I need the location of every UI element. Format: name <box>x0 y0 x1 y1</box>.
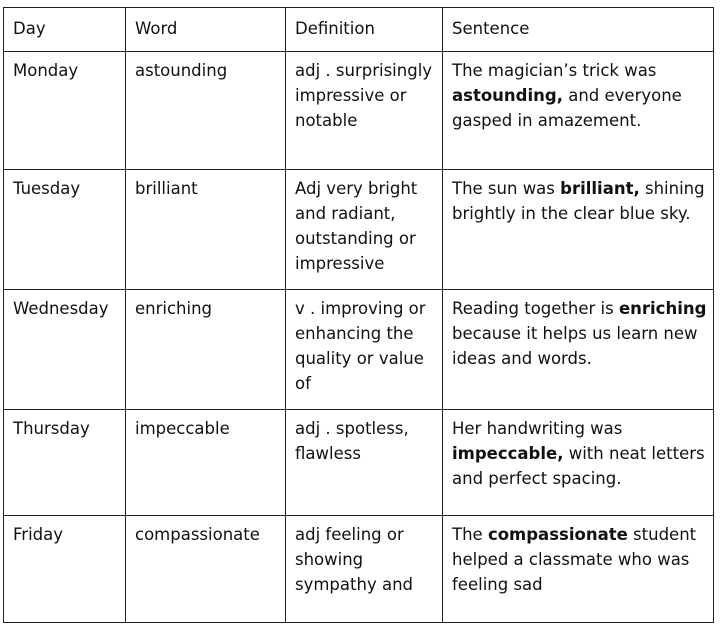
header-definition: Definition <box>286 8 443 52</box>
sentence-text: The <box>452 525 488 544</box>
definition-cell: adj feeling or showing sympathy and <box>286 516 443 623</box>
sentence-text: student helped a classmate who was feeling sad <box>452 525 697 594</box>
definition-cell: adj . surprisingly impressive or notable <box>286 52 443 170</box>
definition-cell: v . improving or enhancing the quality or value of <box>286 290 443 410</box>
sentence-text: Reading together is <box>452 299 619 318</box>
sentence-text: because it helps us learn new ideas and words. <box>452 324 698 368</box>
table-row <box>4 516 714 623</box>
day-cell: Thursday <box>4 410 126 516</box>
word-cell: brilliant <box>126 170 286 290</box>
sentence-text: with neat letters and perfect spacing. <box>452 444 705 488</box>
sentence-vocab-word: compassionate <box>487 525 628 544</box>
sentence-vocab-word: impeccable, <box>452 444 564 463</box>
word-cell: enriching <box>126 290 286 410</box>
word-cell: impeccable <box>126 410 286 516</box>
sentence-text: and everyone gasped in amazement. <box>452 86 682 130</box>
definition-cell: adj . spotless, flawless <box>286 410 443 516</box>
table-header-row <box>4 8 714 52</box>
day-cell: Tuesday <box>4 170 126 290</box>
header-word: Word <box>126 8 286 52</box>
day-cell: Wednesday <box>4 290 126 410</box>
sentence-cell <box>443 170 714 290</box>
sentence-cell <box>443 410 714 516</box>
header-day: Day <box>4 8 126 52</box>
word-cell: compassionate <box>126 516 286 623</box>
sentence-text: The magician’s trick was <box>452 61 657 80</box>
sentence-cell <box>443 290 714 410</box>
sentence-cell <box>443 52 714 170</box>
table-row <box>4 410 714 516</box>
day-cell: Monday <box>4 52 126 170</box>
sentence-vocab-word: enriching <box>618 299 707 318</box>
sentence-text: Her handwriting was <box>452 419 623 438</box>
table-row <box>4 52 714 170</box>
sentence-cell <box>443 516 714 623</box>
sentence-vocab-word: brilliant, <box>560 179 640 198</box>
header-sentence: Sentence <box>443 8 714 52</box>
day-cell: Friday <box>4 516 126 623</box>
vocabulary-table <box>3 7 714 623</box>
sentence-text: shining brightly in the clear blue sky. <box>452 179 705 223</box>
word-cell: astounding <box>126 52 286 170</box>
table-row <box>4 290 714 410</box>
sentence-text: The sun was <box>452 179 561 198</box>
table-row <box>4 170 714 290</box>
definition-cell: Adj very bright and radiant, outstanding or impressive <box>286 170 443 290</box>
sentence-vocab-word: astounding, <box>452 86 563 105</box>
